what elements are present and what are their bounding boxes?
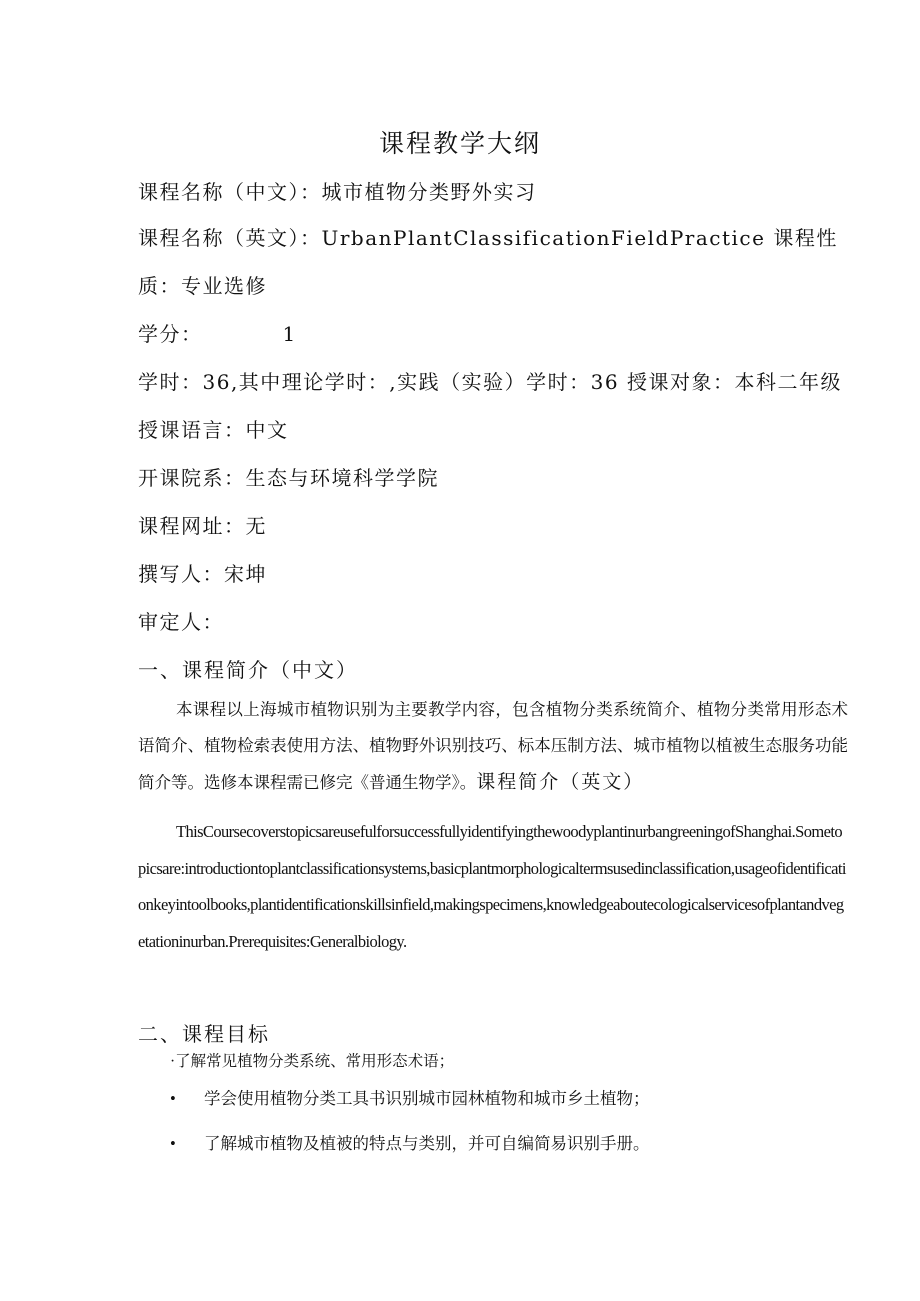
section-heading-intro: 一、课程简介（中文） <box>138 658 358 682</box>
field-value: 城市植物分类野外实习 <box>321 180 537 204</box>
field-label: 授课语言： <box>138 418 246 442</box>
field-label: 课程名称（英文）： <box>138 226 322 250</box>
website-row <box>138 510 267 539</box>
field-value: UrbanPlantClassificationFieldPractice 课程性 <box>321 226 838 250</box>
goal-item <box>170 1049 454 1071</box>
document-title: 课程教学大纲 <box>378 129 541 158</box>
goal-text: 了解城市植物及植被的特点与类别，并可自编简易识别手册。 <box>204 1134 650 1153</box>
field-value: 无 <box>245 514 267 538</box>
field-value: 专业选修 <box>181 274 267 298</box>
course-name-en-row <box>138 222 838 251</box>
credits-row <box>138 318 297 347</box>
field-label: 审定人： <box>138 610 224 634</box>
language-row <box>138 414 289 443</box>
field-value: 1 <box>282 322 297 346</box>
field-value: 生态与环境科学学院 <box>245 466 439 490</box>
goal-item <box>170 1085 650 1109</box>
field-label: 撰写人： <box>138 562 224 586</box>
reviewer-row <box>138 606 224 635</box>
intro-cn-paragraph <box>138 692 848 801</box>
goal-item <box>170 1130 650 1154</box>
field-label: 课程名称（中文）： <box>138 180 322 204</box>
goal-marker: · <box>170 1053 176 1070</box>
intro-cn-text: 本课程以上海城市植物识别为主要教学内容，包含植物分类系统简介、植物分类常用形态术语简介、植物检索表使用方法、植物野外识别技巧、标本压制方法、城市植物以植被生态服务功能简介等。选修本课程需已修完《普通生物学》。 <box>138 700 848 792</box>
field-value: 中文 <box>245 418 289 442</box>
field-label: 课程网址： <box>138 514 246 538</box>
section-heading-intro-en: 课程简介（英文） <box>476 771 645 793</box>
goal-text: 了解常见植物分类系统、常用形态术语； <box>175 1053 455 1070</box>
author-row <box>138 558 267 587</box>
field-value: 宋坤 <box>224 562 267 586</box>
field-label: 学分： <box>138 322 203 346</box>
section-heading-goals: 二、课程目标 <box>138 1022 270 1046</box>
field-label: 质： <box>138 274 181 298</box>
field-label: 学时： <box>138 370 203 394</box>
course-name-cn-row <box>138 176 537 205</box>
intro-en-paragraph: ThisCoursecoverstopicsareusefulforsuccessfullyidentifyingthewoodyplantinurbangreeningofShanghai.Sometopicsare:introductiontoplantclassificationsystems,basicplantmorphologicaltermsusedinclassification,usageofidentificationkeyintoolbooks,plantidentificationskillsinfield,makingspecimens,knowledgeaboutecologicalservicesofplantandvegetationinurban.Prerequisites:Generalbiology. <box>138 822 846 951</box>
course-nature-row <box>138 270 267 299</box>
goal-text: 学会使用植物分类工具书识别城市园林植物和城市乡土植物； <box>204 1089 650 1108</box>
field-value: 36,其中理论学时：,实践（实验）学时：36 授课对象：本科二年级 <box>202 370 842 394</box>
field-label: 开课院系： <box>138 466 246 490</box>
hours-row <box>138 366 842 395</box>
bullet-icon: • <box>170 1134 176 1153</box>
bullet-icon: • <box>170 1089 176 1108</box>
department-row <box>138 462 439 491</box>
